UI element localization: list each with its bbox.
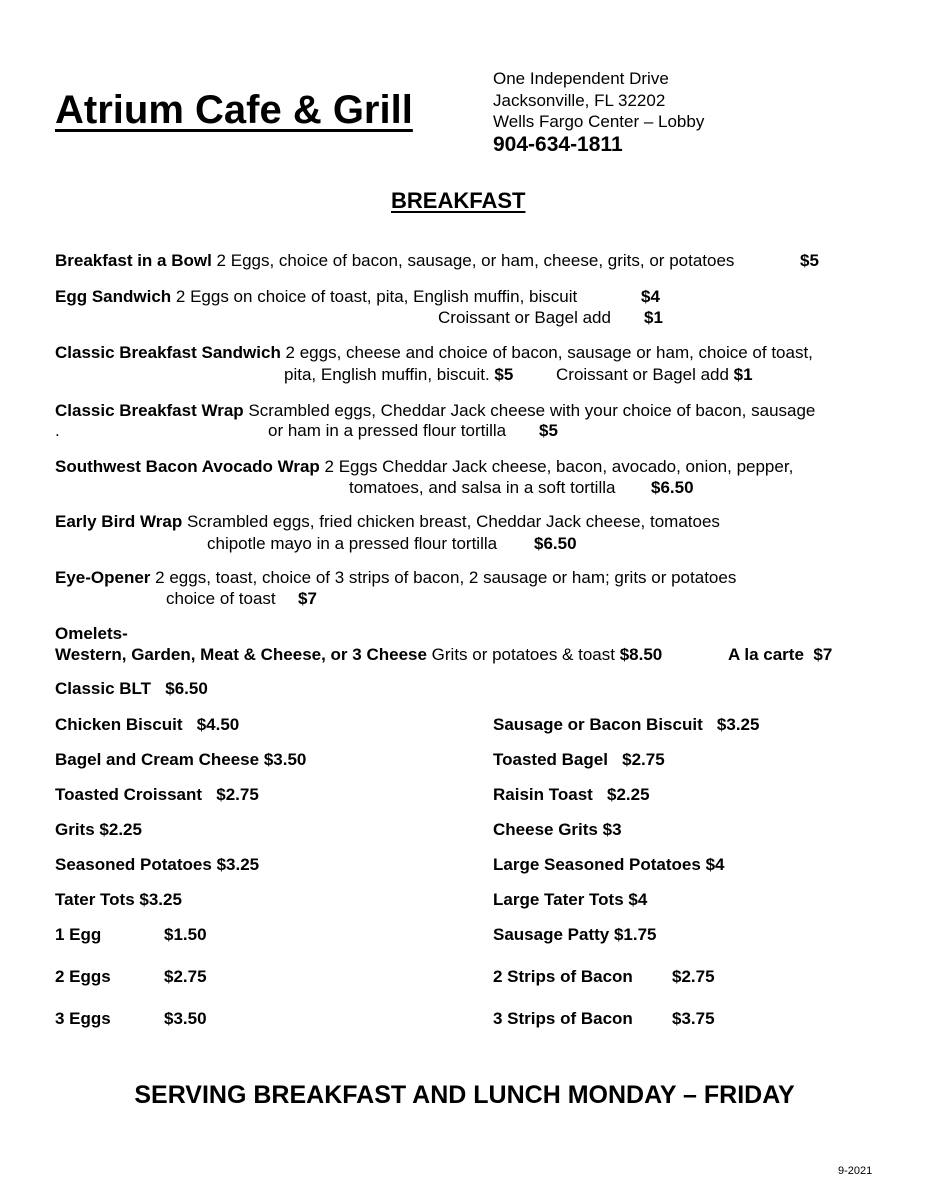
menu-item-blt [55,679,208,699]
item-desc-2: tomatoes, and salsa in a soft tortilla [349,478,616,497]
item-desc-2: or ham in a pressed flour tortilla [268,421,507,440]
side-item: 3 Strips of Bacon [493,1009,633,1028]
side-item: Seasoned Potatoes $3.25 [55,855,260,874]
item-price: $7 [298,589,317,608]
side-item: Sausage Patty $1.75 [493,925,657,944]
side-item: Toasted Bagel $2.75 [493,750,665,769]
item-price: $6.50 [534,534,577,553]
address-line-1: One Independent Drive [493,69,669,88]
menu-item-omelets [55,645,662,665]
item-desc-2: chipotle mayo in a pressed flour tortilla [207,534,498,553]
item-price: $5 [800,251,819,270]
item-price: $6.50 [651,478,694,497]
item-name: Southwest Bacon Avocado Wrap [55,457,320,476]
menu-item-egg-sandwich [55,287,577,307]
item-addon: Croissant or Bagel add $1 [556,365,753,384]
item-price: $4 [641,287,660,306]
alacarte: A la carte $7 [728,645,833,664]
item-price: $5 [494,365,514,384]
item-addon-price: $1 [644,308,663,327]
item-desc: 2 Eggs Cheddar Jack cheese, bacon, avocado, onion, pepper, [319,457,794,476]
side-item: Toasted Croissant $2.75 [55,785,259,804]
item-desc: Scrambled eggs, fried chicken breast, Cheddar Jack cheese, tomatoes [182,512,720,531]
item-name: Breakfast in a Bowl [55,251,212,270]
cafe-title: Atrium Cafe & Grill [55,88,413,132]
item-desc-2: choice of toast [166,589,276,608]
item-addon-price: $1 [733,365,753,384]
address-line-3: Wells Fargo Center – Lobby [493,112,705,131]
item-desc: 2 Eggs on choice of toast, pita, English muffin, biscuit [171,287,578,306]
phone-number: 904-634-1811 [493,133,623,156]
stray-dot: . [55,421,60,440]
side-item: Grits $2.25 [55,820,142,839]
serving-hours-footer: SERVING BREAKFAST AND LUNCH MONDAY – FRIDAY [134,1081,795,1109]
side-item: 2 Eggs [55,967,111,986]
item-desc: 2 eggs, toast, choice of 3 strips of bacon, 2 sausage or ham; grits or potatoes [150,568,737,587]
menu-item-bowl [55,251,734,271]
item-name: Early Bird Wrap [55,512,183,531]
item-price: $8.50 [619,645,663,664]
section-title: BREAKFAST [391,188,526,213]
menu-item-early-bird [55,512,720,532]
side-item: 2 Strips of Bacon [493,967,633,986]
item-desc: Grits or potatoes & toast [426,645,620,664]
item-price: $6.50 [165,679,208,698]
menu-item-classic-wrap [55,401,815,421]
item-price: $5 [539,421,558,440]
item-name: Egg Sandwich [55,287,172,306]
alacarte-price: $7 [813,645,833,664]
item-name: Eye-Opener [55,568,151,587]
menu-item-classic-sandwich [55,343,813,363]
side-item: Tater Tots $3.25 [55,890,182,909]
item-desc: Scrambled eggs, Cheddar Jack cheese with your choice of bacon, sausage [243,401,816,420]
side-item: 3 Eggs [55,1009,111,1028]
item-addon: Croissant or Bagel add [438,308,611,327]
item-name: Western, Garden, Meat & Cheese, or 3 Cheese [55,645,427,664]
item-desc-2: pita, English muffin, biscuit. $5 [284,365,514,384]
side-item: Raisin Toast $2.25 [493,785,650,804]
menu-item-eye-opener [55,568,736,588]
side-item-price: $3.50 [164,1009,207,1028]
side-item-price: $3.75 [672,1009,715,1028]
side-item-price: $2.75 [672,967,715,986]
item-name: Classic Breakfast Sandwich [55,343,281,362]
side-item: 1 Egg [55,925,102,944]
revision-date: 9-2021 [838,1165,873,1177]
side-item: Chicken Biscuit $4.50 [55,715,240,734]
side-item: Large Seasoned Potatoes $4 [493,855,725,874]
side-item: Large Tater Tots $4 [493,890,648,909]
item-desc: 2 Eggs, choice of bacon, sausage, or ham, cheese, grits, or potatoes [211,251,735,270]
side-item: Bagel and Cream Cheese $3.50 [55,750,307,769]
item-desc: 2 eggs, cheese and choice of bacon, sausage or ham, choice of toast, [280,343,813,362]
side-item: Sausage or Bacon Biscuit $3.25 [493,715,760,734]
item-name: Classic BLT [55,679,152,698]
address-line-2: Jacksonville, FL 32202 [493,91,666,110]
omelets-heading: Omelets- [55,624,128,643]
side-item: Cheese Grits $3 [493,820,622,839]
side-item-price: $1.50 [164,925,207,944]
menu-item-southwest-wrap [55,457,793,477]
side-item-price: $2.75 [164,967,207,986]
item-name: Classic Breakfast Wrap [55,401,244,420]
